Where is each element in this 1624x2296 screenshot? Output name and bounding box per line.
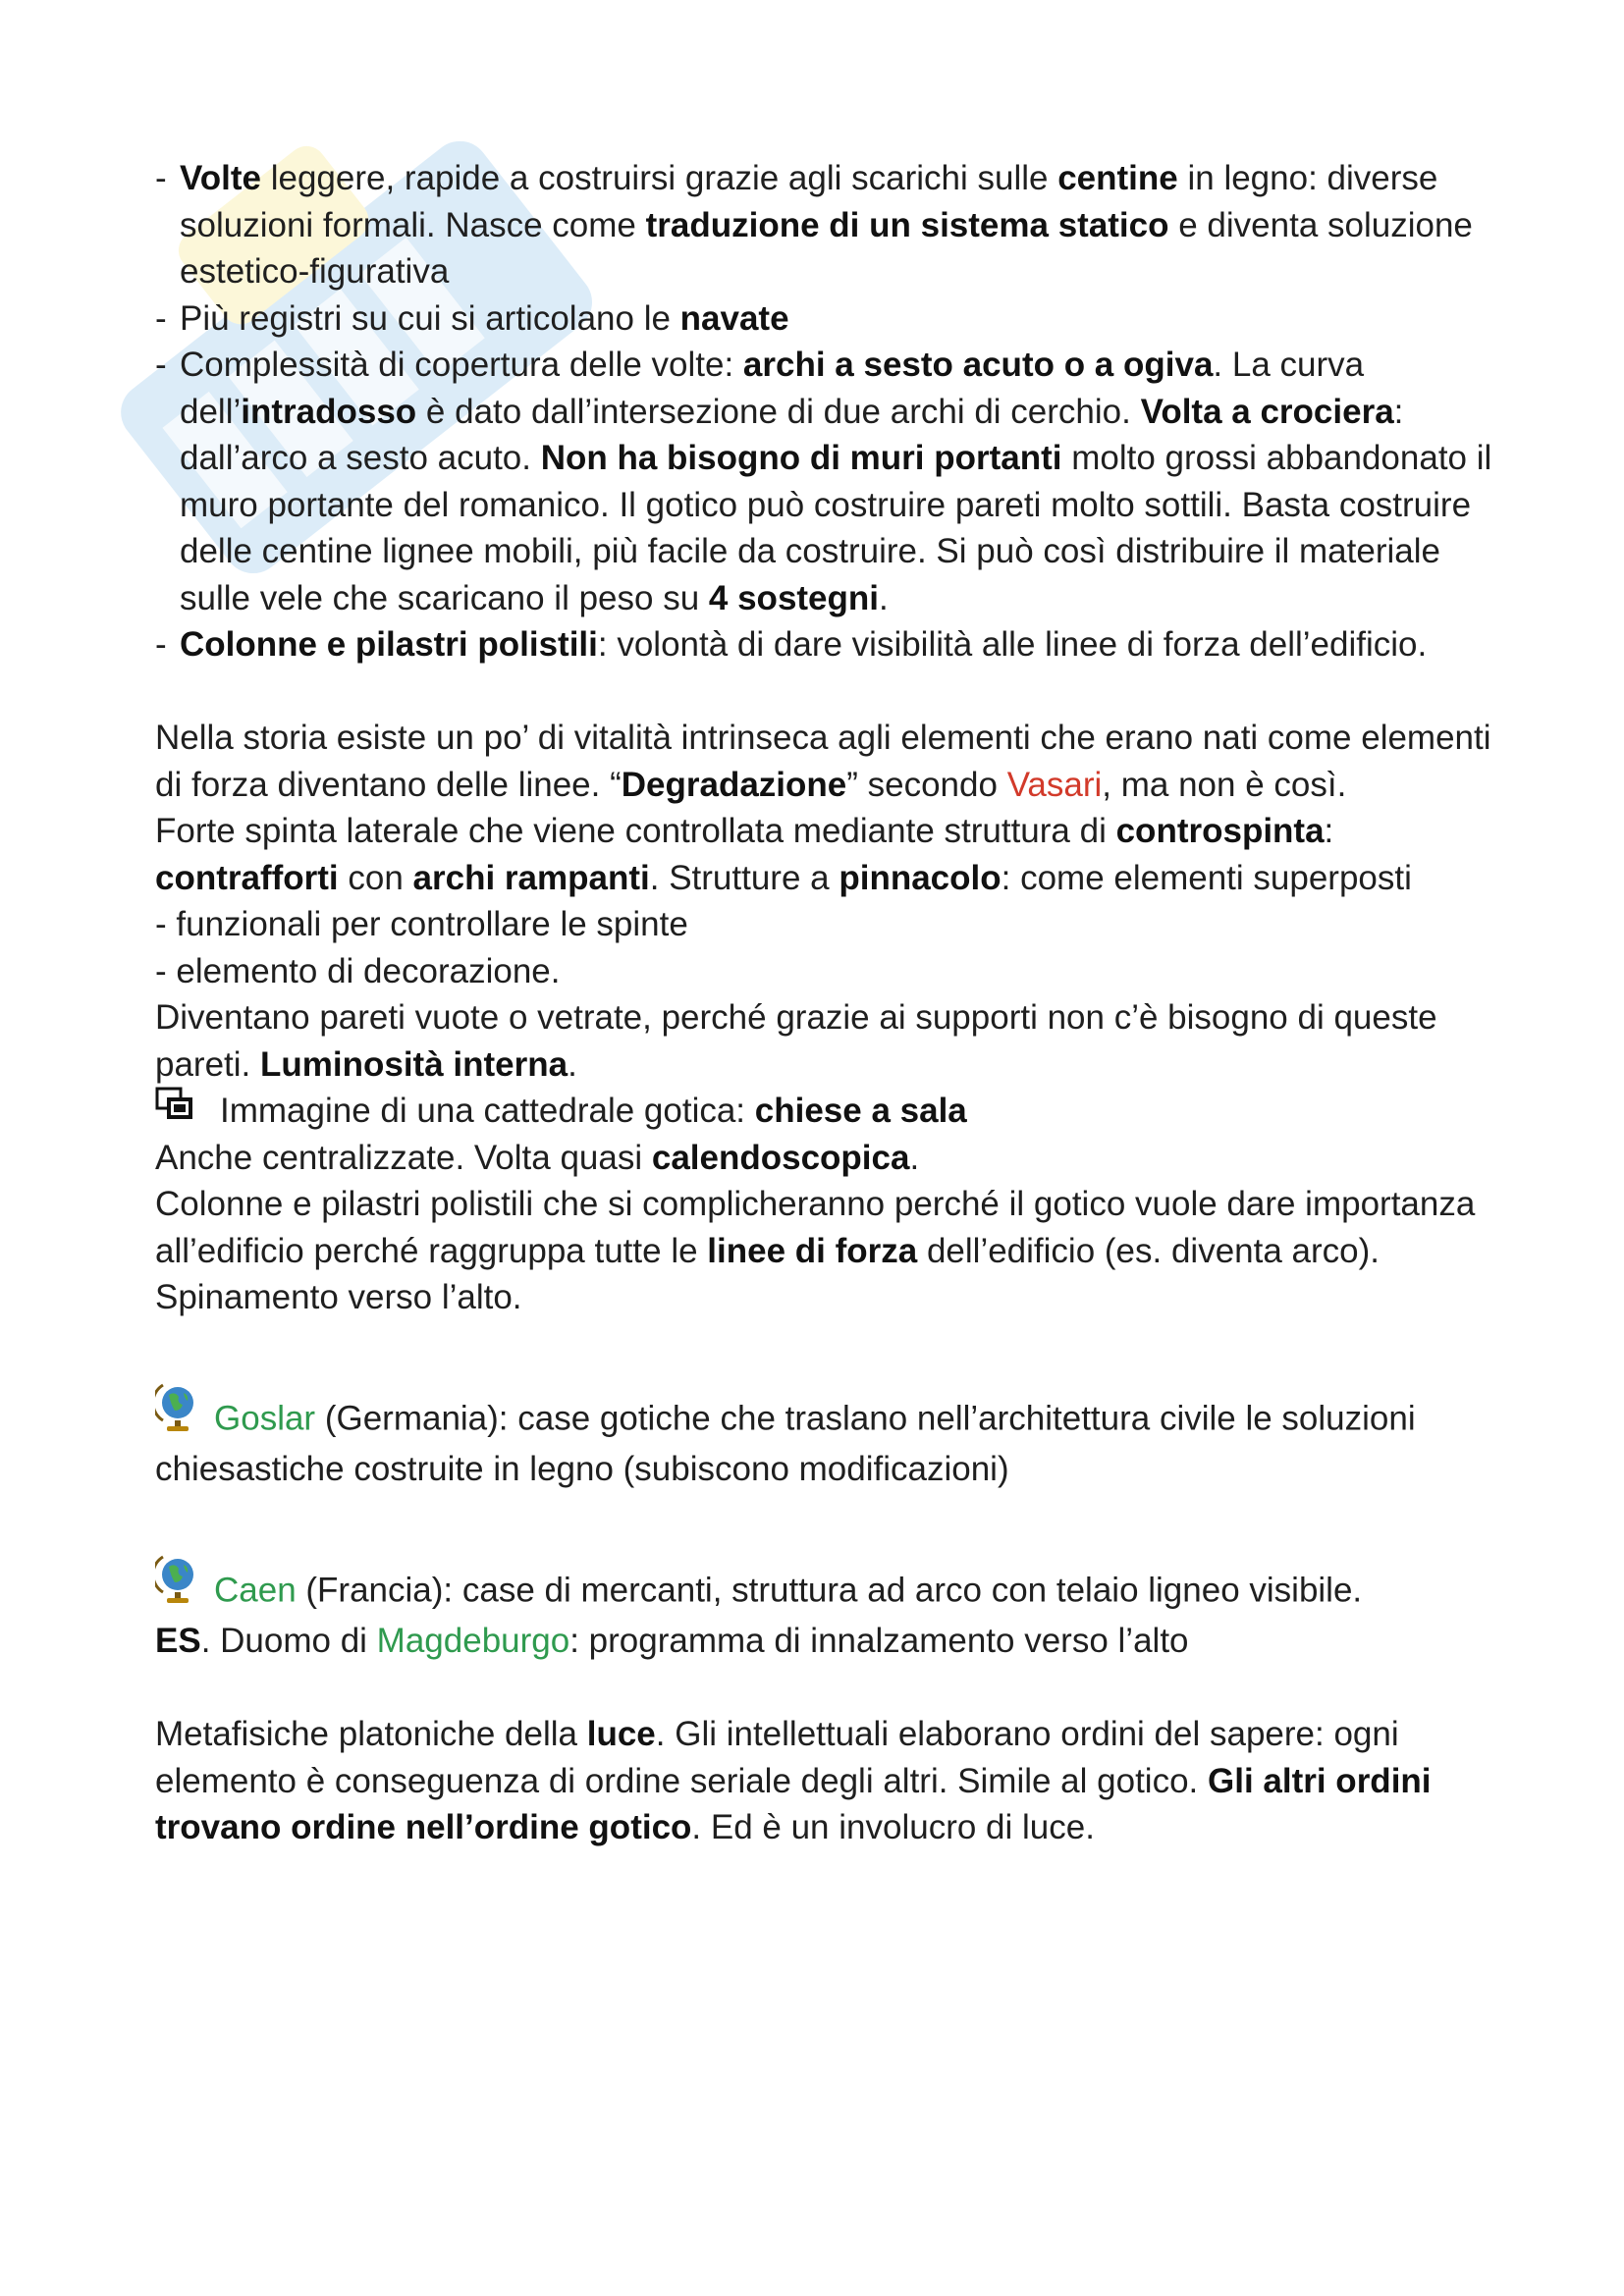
document-body [155,155,1510,1851]
place-name: Caen [214,1571,297,1610]
list-item: - elemento di decorazione. [155,951,561,990]
paragraph: Diventano pareti vuote o vetrate, perché grazie ai supporti non c’è bisogno di queste pareti. Luminosità interna. [155,998,1437,1084]
place-name: Goslar [214,1399,316,1438]
paragraph: ES. Duomo di Magdeburgo: programma di innalzamento verso l’alto [155,1622,1189,1660]
paragraph: Forte spinta laterale che viene controllata mediante struttura di controspinta: contrafforti con archi rampanti. Strutture a pinnacolo: come elementi superposti [155,812,1412,897]
globe-icon [155,1381,200,1432]
paragraph: Metafisiche platoniche della luce. Gli intellettuali elaborano ordini del sapere: ogni elemento è conseguenza di ordine seriale degli altri. Simile al gotico. Gli altri ordini trovano ordine nell’ordine gotico. Ed è un involucro di luce. [155,1715,1432,1846]
paragraph: Caen (Francia): case di mercanti, struttura ad arco con telaio ligneo visibile. [155,1567,1510,1618]
globe-icon [155,1553,200,1604]
paragraph: Goslar (Germania): case gotiche che traslano nell’architettura civile le soluzioni chiesastiche costruite in legno (subiscono modificazioni) [155,1395,1510,1493]
highlighted-name: Vasari [1006,765,1103,804]
paragraph: Nella storia esiste un po’ di vitalità intrinseca agli elementi che erano nati come elementi di forza diventano delle linee. “Degradazione” secondo Vasari, ma non è così. [155,719,1491,804]
list-item: - Più registri su cui si articolano le navate [155,298,789,338]
list-item: - Volte leggere, rapide a costruirsi grazie agli scarichi sulle centine in legno: diverse soluzioni formali. Nasce come traduzione di un sistema statico e diventa soluzione estetico-figurativa [155,159,1473,291]
list-item: - Complessità di copertura delle volte: archi a sesto acuto o a ogiva. La curva dell’intradosso è dato dall’intersezione di due archi di cerchio. Volta a crociera: dall’arco a sesto acuto. Non ha bisogno di muri portanti molto grossi abbandonato il muro portante del romanico. Il gotico può costruire pareti molto sottili. Basta costruire delle centine lignee mobili, più facile da costruire. Si può così distribuire il materiale sulle vele che scaricano il peso su 4 sostegni. [155,346,1492,617]
list-item: - Colonne e pilastri polistili: volontà di dare visibilità alle linee di forza dell’edificio. [155,625,1428,664]
paragraph: Spinamento verso l’alto. [155,1278,522,1316]
paragraph: Immagine di una cattedrale gotica: chiese a sala [155,1088,1510,1135]
place-name: Magdeburgo [376,1622,570,1660]
paragraph: Colonne e pilastri polistili che si complicheranno perché il gotico vuole dare importanza all’edificio perché raggruppa tutte le linee di forza dell’edificio (es. diventa arco). [155,1185,1476,1270]
paragraph: Anche centralizzate. Volta quasi calendoscopica. [155,1138,920,1177]
image-icon [155,1086,204,1125]
list-item: - funzionali per controllare le spinte [155,905,688,943]
